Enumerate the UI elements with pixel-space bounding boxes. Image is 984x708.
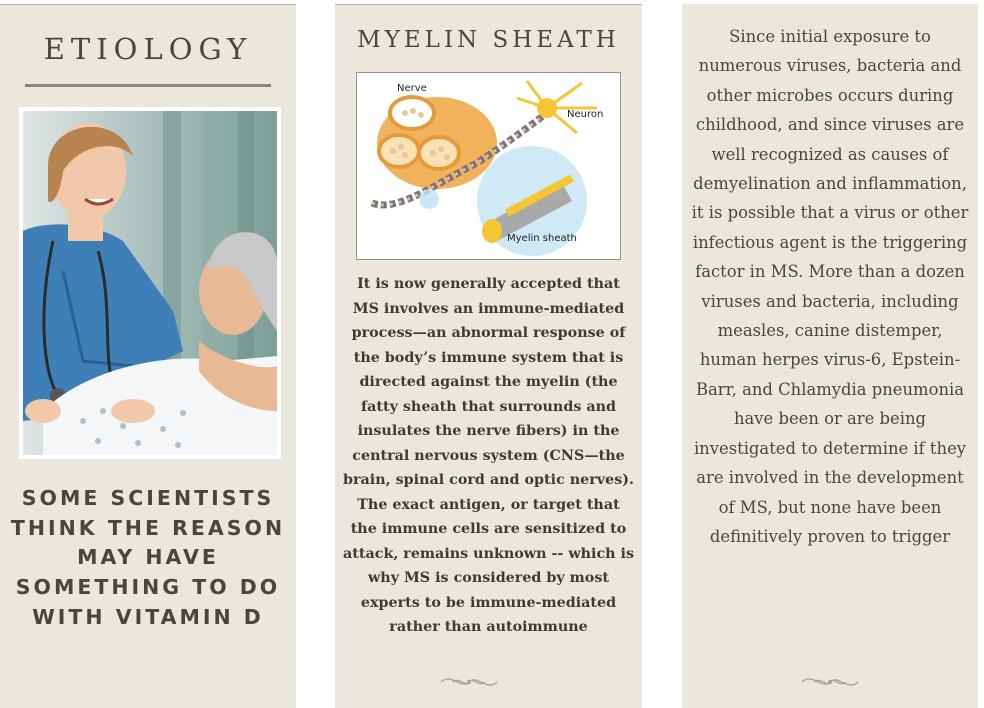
nerve-neuron-diagram (356, 72, 621, 260)
virus-hypothesis-text: Since initial exposure to numerous viruses, bacteria and other microbes occurs during childhood, and since viruses are well recognized as causes of demyelination and inflammation, it is possible that a virus or other infectious agent is the triggering factor in MS. More than a dozen viruses and bacteria, including measles, canine distemper, human herpes virus-6, Epstein-Barr, and Chlamydia pneumonia have been or are being investigated to determine if they are involved in the development of MS, but none have been definitively proven to trigger (691, 27, 969, 546)
etiology-heading: ETIOLOGY (43, 32, 253, 66)
viruses-panel (682, 4, 978, 708)
flourish-ornament (800, 672, 860, 692)
neuron-label: Neuron (567, 109, 604, 120)
etiology-panel (0, 4, 296, 708)
heading-underline (25, 84, 271, 87)
immune-mediated-text: It is now generally accepted that MS involves an immune-mediated process—an abnormal response of the body’s immune system that is directed against the myelin (the fatty sheath that surrounds and insulates the nerve fibers) in the central nervous system (CNS—the brain, spinal cord and optic nerves). The exact antigen, or target that the immune cells are sensitized to attack, remains unknown -- which is why MS is considered by most experts to be immune-mediated rather than autoimmune (343, 276, 635, 635)
panel-top-rule (0, 4, 296, 5)
panel-top-rule (335, 4, 642, 5)
myelin-sheath-label: Myelin sheath (507, 233, 577, 244)
vitamin-d-callout: SOME SCIENTISTS THINK THE REASON MAY HAVE SOMETHING TO DO WITH VITAMIN D (10, 486, 286, 629)
nerve-label: Nerve (397, 83, 427, 94)
flourish-ornament (439, 672, 499, 692)
myelin-sheath-heading: MYELIN SHEATH (357, 27, 620, 53)
doctor-patient-photo (19, 107, 281, 459)
myelin-sheath-panel (335, 4, 642, 708)
